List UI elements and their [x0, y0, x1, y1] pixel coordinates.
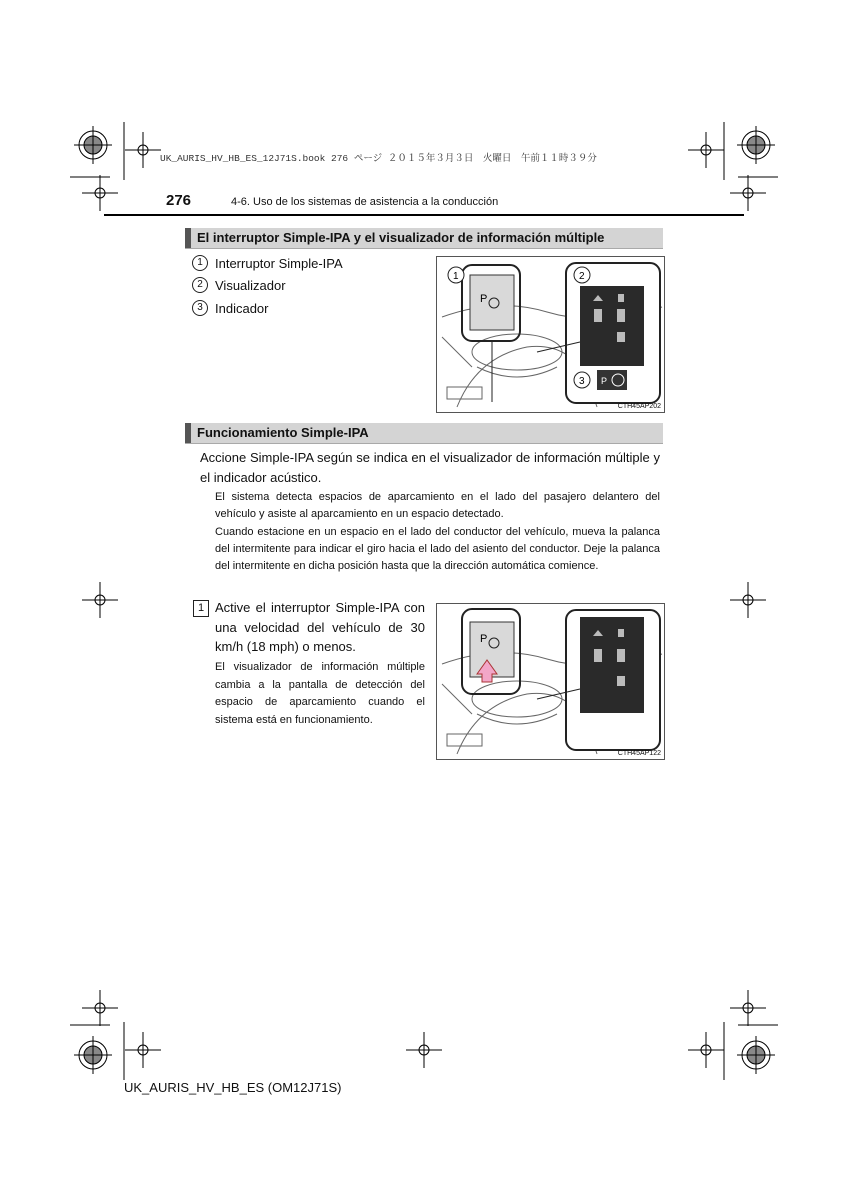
dashboard-illustration — [437, 604, 664, 759]
page-number: 276 — [166, 192, 192, 209]
intro-paragraph: Accione Simple-IPA según se indica en el visualizador de información múltiple y el indicador acústico. — [200, 450, 660, 485]
section-title: Funcionamiento Simple-IPA — [197, 425, 369, 440]
svg-text:P: P — [480, 293, 488, 305]
svg-text:1: 1 — [453, 271, 459, 282]
svg-text:P: P — [601, 376, 608, 386]
step-instruction: Active el interruptor Simple-IPA con una velocidad del vehículo de 30 km/h (18 mph) o menos. — [215, 600, 425, 654]
figure-dashboard-overview — [436, 256, 665, 413]
callout-item — [192, 255, 343, 271]
section-title: El interruptor Simple-IPA y el visualizador de información múltiple — [197, 230, 605, 245]
note-paragraph: El sistema detecta espacios de aparcamiento en el lado del pasajero delantero del vehículo y asiste al aparcamiento en un espacio detectado. — [215, 491, 660, 521]
note-paragraph: Cuando estacione en un espacio en el lado del conductor del vehículo, mueva la palanca del intermitente para indicar el giro hacia el lado del asiento del conductor. Deje la palanca del intermitente en dicha posición hasta que la dirección automática comience. — [215, 526, 660, 573]
callout-number: 1 — [192, 255, 208, 271]
step-note: El visualizador de información múltiple cambia a la pantalla de detección del espacio de aparcamiento cuando el sistema está en funcionamiento. — [215, 661, 425, 726]
callout-label: Indicador — [215, 300, 269, 316]
print-file-info: UK_AURIS_HV_HB_ES_12J71S.book 276 ページ ２０１５年３月３日 火曜日 午前１１時３９分 — [160, 153, 597, 164]
figure-code: CTH45AP202 — [617, 403, 661, 410]
dashboard-illustration — [437, 257, 664, 412]
svg-text:3: 3 — [579, 376, 585, 387]
callout-label: Visualizador — [215, 277, 286, 293]
callout-item — [192, 300, 268, 316]
svg-text:2: 2 — [579, 271, 585, 282]
svg-text:P: P — [480, 633, 488, 645]
callout-number: 2 — [192, 277, 208, 293]
figure-switch-activation — [436, 603, 665, 760]
figure-code: CTH45AP122 — [617, 750, 661, 757]
header-rule — [104, 214, 744, 216]
footer-document-code: UK_AURIS_HV_HB_ES (OM12J71S) — [124, 1080, 342, 1095]
callout-label: Interruptor Simple-IPA — [215, 255, 343, 271]
section-heading-switch-display — [185, 228, 663, 249]
step-number: 1 — [193, 600, 209, 617]
callout-number: 3 — [192, 300, 208, 316]
chapter-title: 4-6. Uso de los sistemas de asistencia a la conducción — [231, 196, 499, 208]
callout-item — [192, 277, 286, 293]
section-heading-operation — [185, 423, 663, 444]
